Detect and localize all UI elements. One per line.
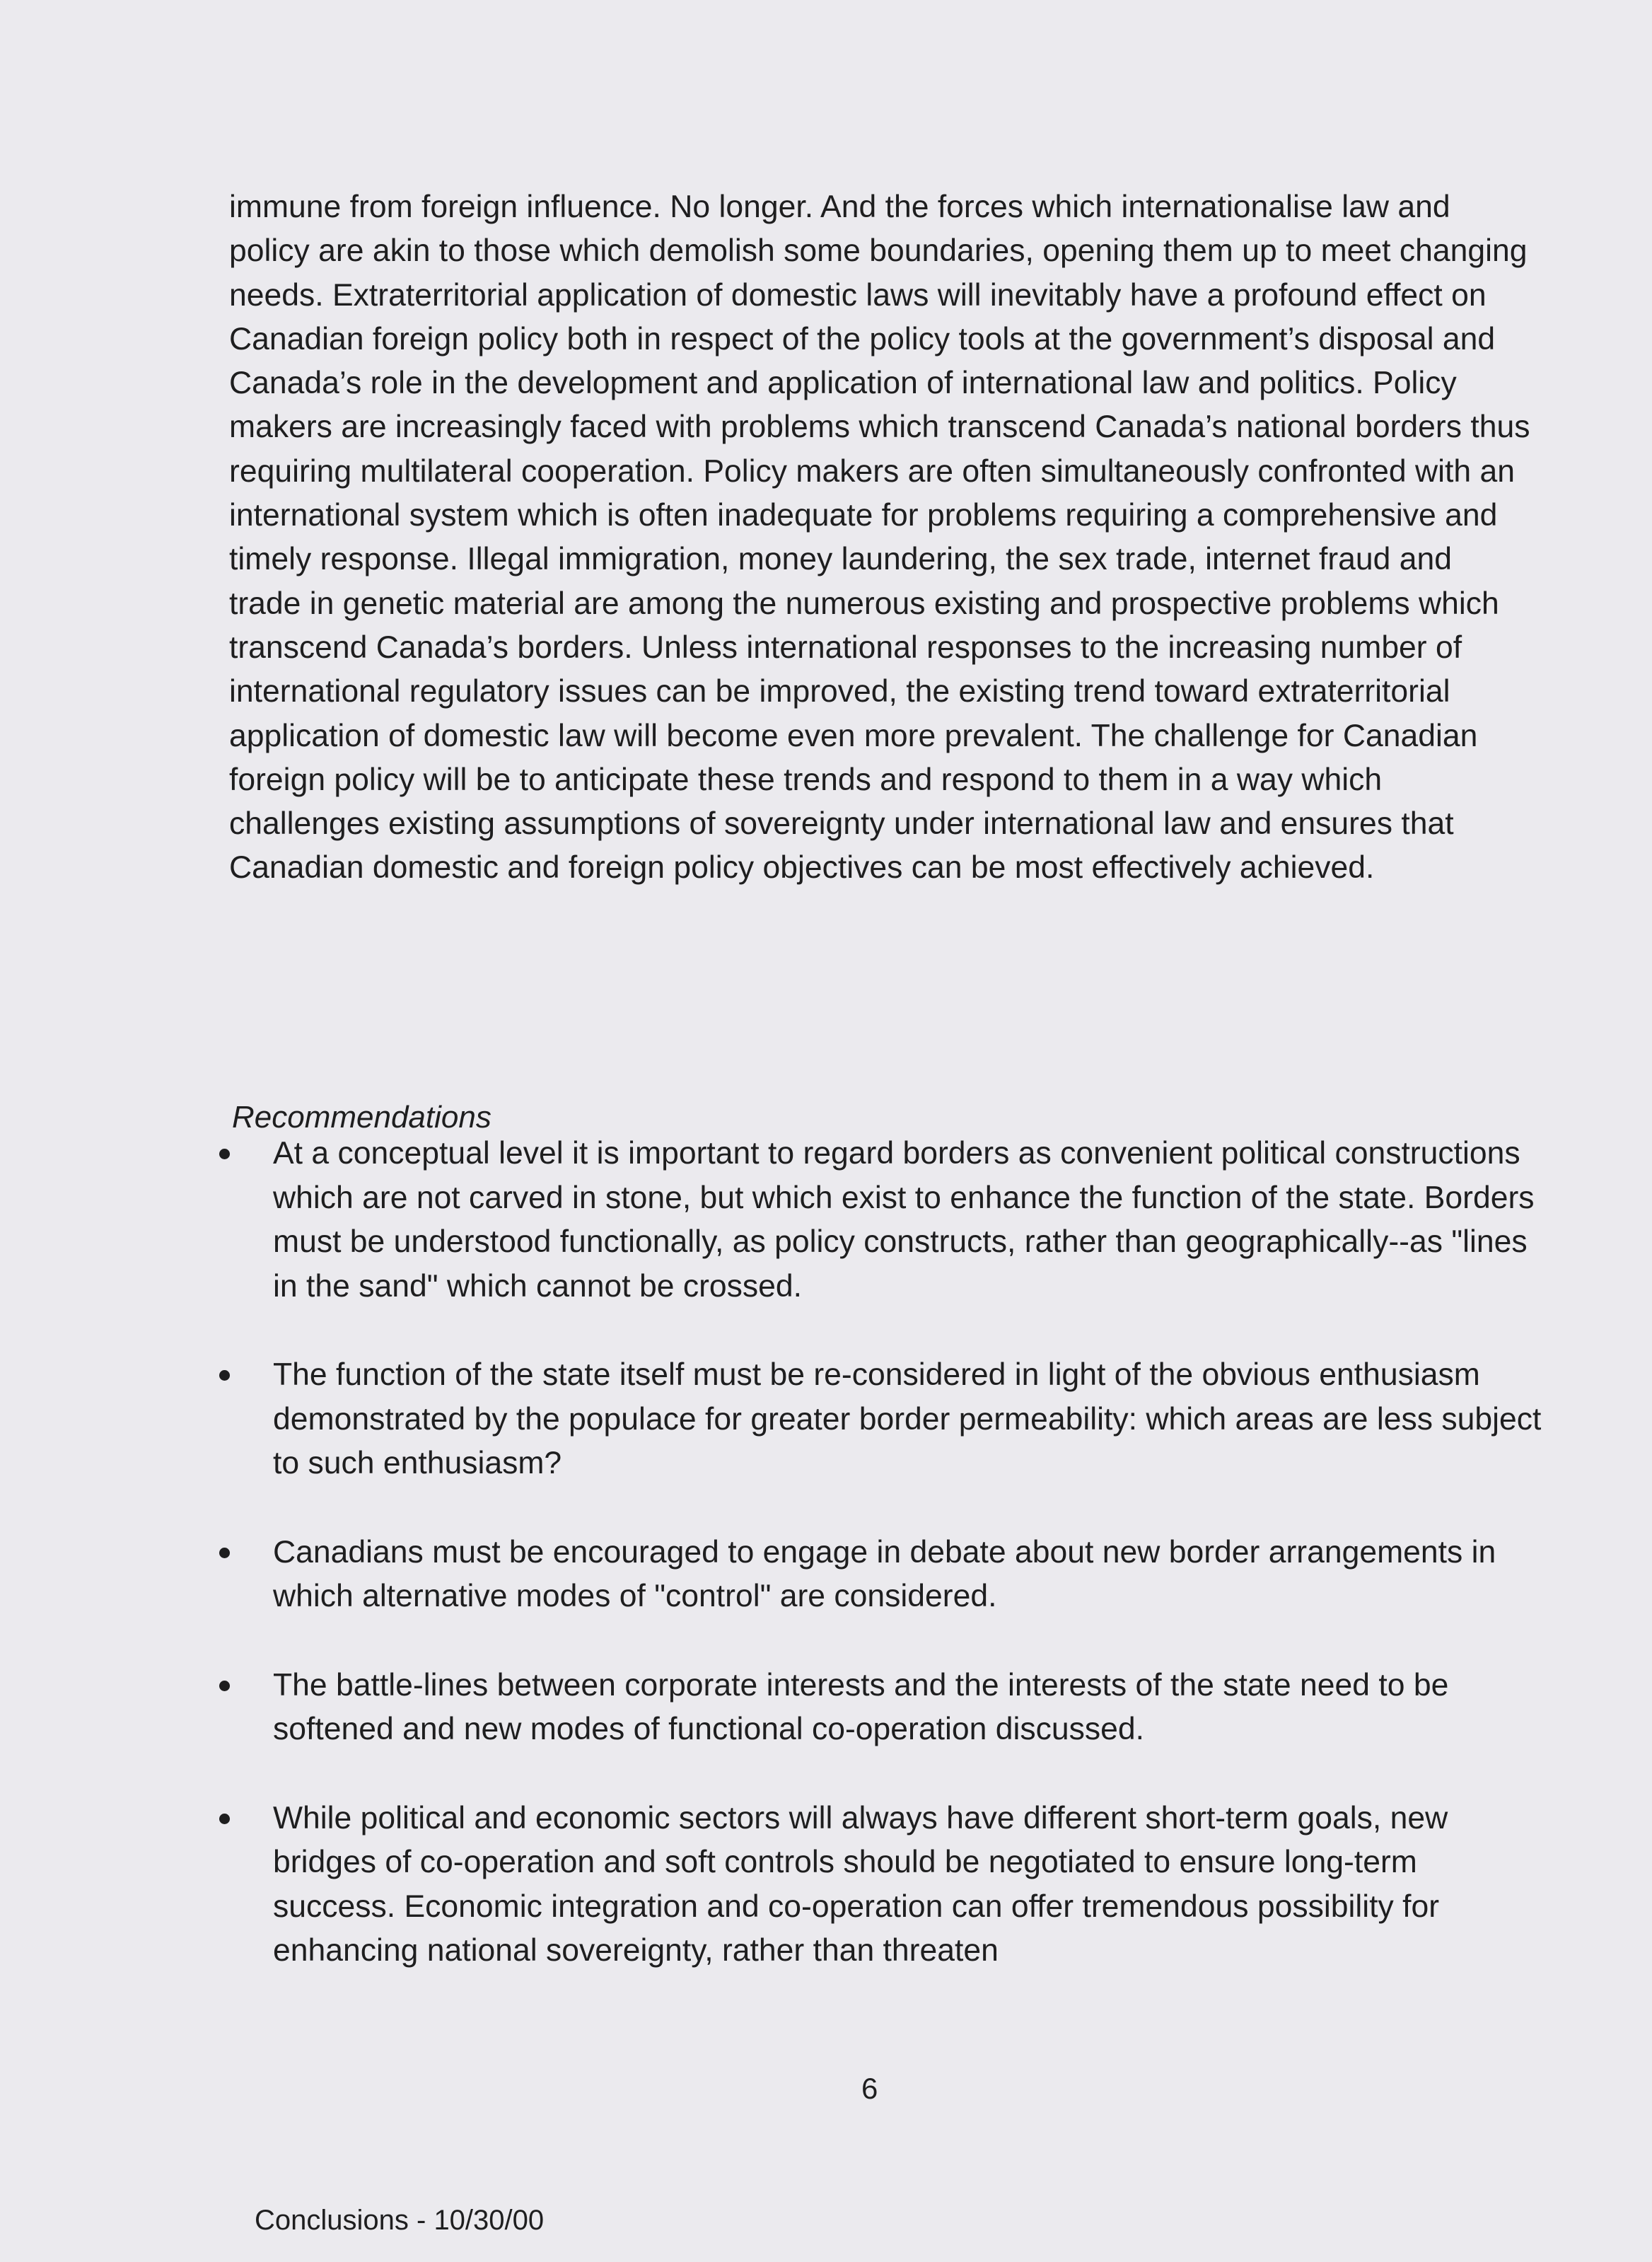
recommendation-text: Canadians must be encouraged to engage in debate about new border arrangements in which alternative modes of "control" are considered. [273,1534,1496,1613]
footer-text: Conclusions - 10/30/00 [255,2205,545,2236]
bullet-icon [219,1548,230,1558]
recommendation-item [273,1797,1546,1973]
page-number: 6 [861,2072,878,2105]
recommendations-list [273,1132,1546,2018]
recommendation-item [273,1353,1546,1486]
bullet-icon [219,1370,230,1381]
body-paragraph: immune from foreign influence. No longer. And the forces which internationalise law and policy are akin to those which demolish some boundaries, opening them up to meet changing needs. Extraterritorial application of domestic laws will inevitably have a profound effect on Canadian foreign policy both in respect of the policy tools at the government’s disposal and Canada’s role in the development and application of international law and politics. Policy makers are increasingly faced with problems which transcend Canada’s national borders thus requiring multilateral cooperation. Policy makers are often simultaneously confronted with an international system which is often inadequate for problems requiring a comprehensive and timely response. Illegal immigration, money laundering, the sex trade, internet fraud and trade in genetic material are among the numerous existing and prospective problems which transcend Canada’s borders. Unless international responses to the increasing number of international regulatory issues can be improved, the existing trend toward extraterritorial application of domestic law will become even more prevalent. The challenge for Canadian foreign policy will be to anticipate these trends and respond to them in a way which challenges existing assumptions of sovereignty under international law and ensures that Canadian domestic and foreign policy objectives can be most effectively achieved. [229,190,1530,886]
recommendation-text: At a conceptual level it is important to regard borders as convenient political constructions which are not carved in stone, but which exist to enhance the function of the state. Borders must be understood functionally, as policy constructs, rather than geographically--as "lines in the sand" which cannot be crossed. [273,1136,1535,1304]
bullet-icon [219,1681,230,1691]
recommendation-text: The function of the state itself must be re-considered in light of the obvious enthusiasm demonstrated by the populace for greater border permeability: which areas are less subject to such enthusiasm? [273,1357,1542,1480]
recommendations-heading: Recommendations [232,1100,491,1135]
bullet-icon [219,1149,230,1159]
recommendation-item [273,1531,1546,1619]
recommendation-text: The battle-lines between corporate interests and the interests of the state need to be softened and new modes of functional co-operation discussed. [273,1667,1449,1746]
recommendation-item [273,1664,1546,1752]
bullet-icon [219,1814,230,1824]
recommendation-text: While political and economic sectors will always have different short-term goals, new bridges of co-operation and soft controls should be negotiated to ensure long-term success. Economic integration and co-operation can offer tremendous possibility for enhancing national sovereignty, rather than threaten [273,1800,1448,1968]
recommendation-item [273,1132,1546,1309]
